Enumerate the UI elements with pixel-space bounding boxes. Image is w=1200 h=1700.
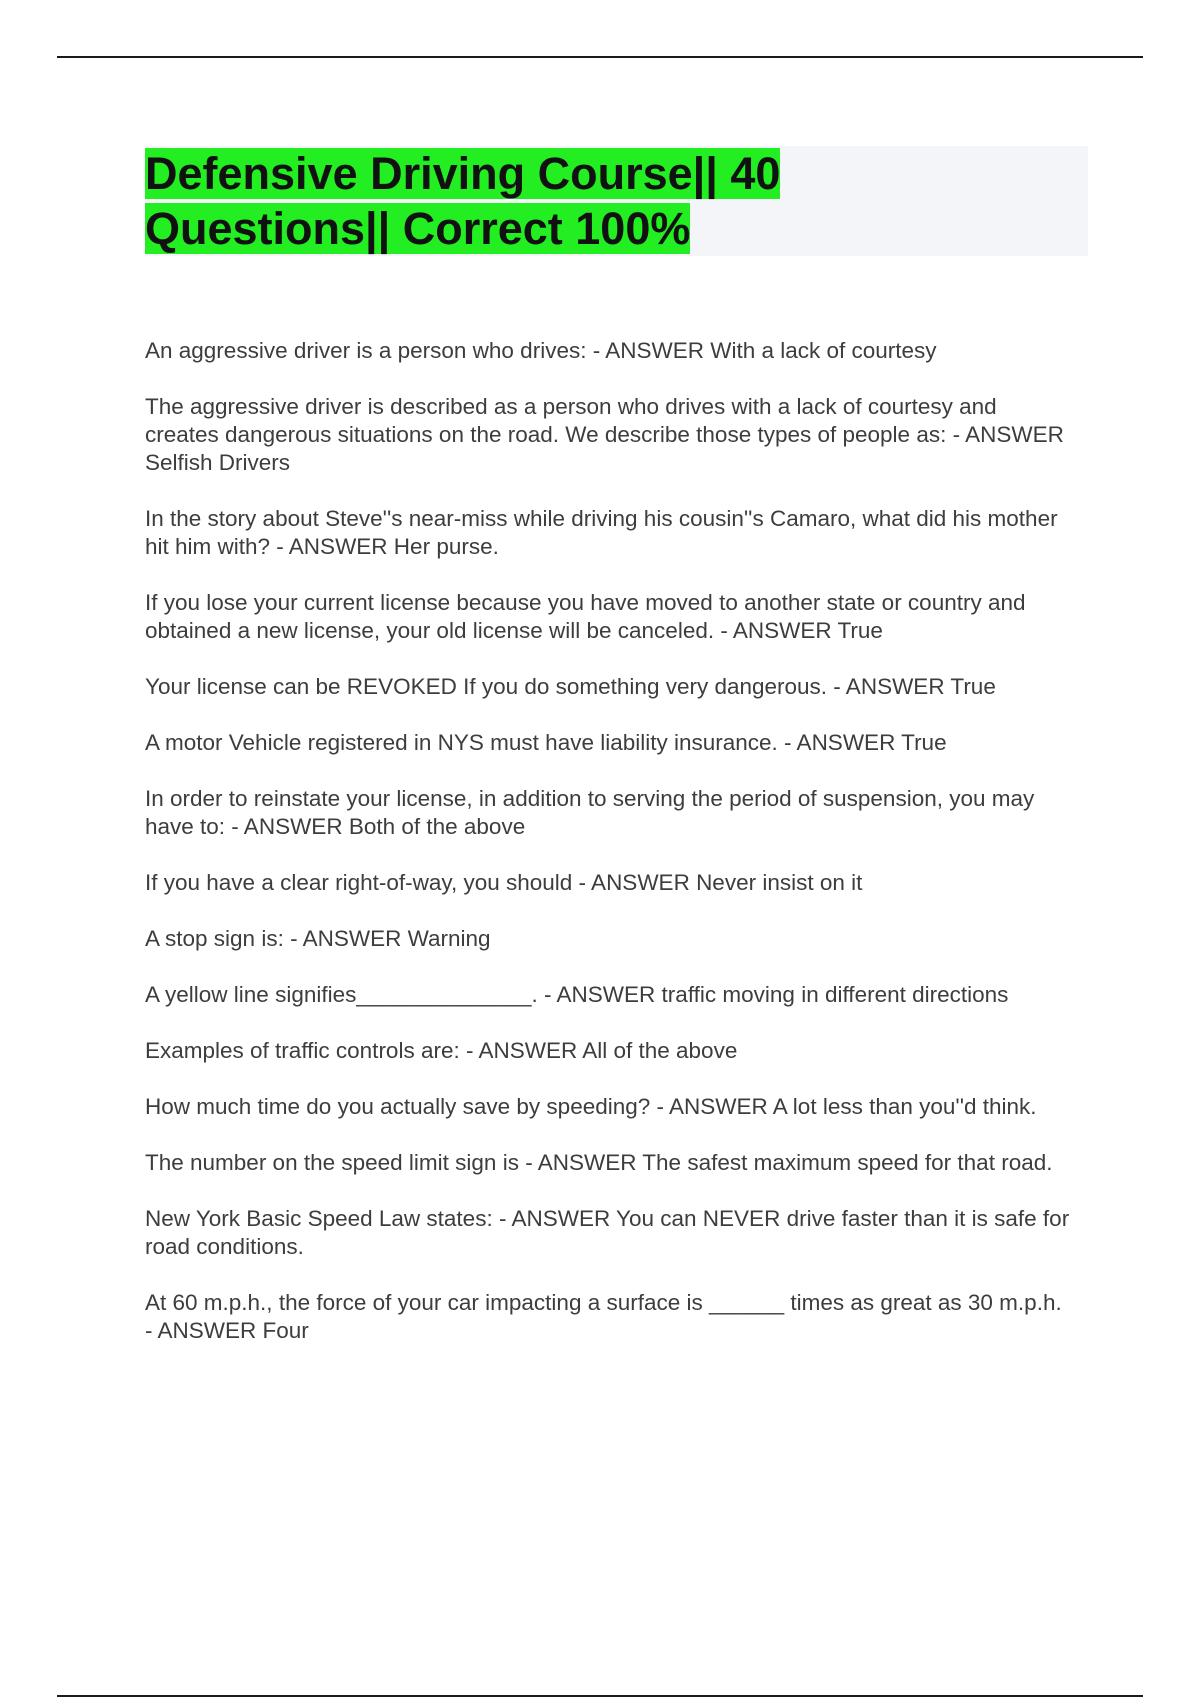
qa-item: How much time do you actually save by speeding? - ANSWER A lot less than you''d think.: [145, 1094, 1037, 1119]
title-line-1: Defensive Driving Course|| 40: [145, 148, 781, 199]
document-title: [145, 146, 845, 256]
qa-item: The aggressive driver is described as a person who drives with a lack of courtesy and creates dangerous situations on the road. We describe those types of people as: - ANSWER Selfish Drivers: [145, 394, 1064, 475]
title-line-2: Questions|| Correct 100%: [145, 203, 691, 254]
qa-item: If you have a clear right-of-way, you should - ANSWER Never insist on it: [145, 870, 863, 895]
qa-item: A stop sign is: - ANSWER Warning: [145, 926, 491, 951]
qa-item: In order to reinstate your license, in addition to serving the period of suspension, you may have to: - ANSWER Both of the above: [145, 786, 1035, 839]
qa-item: New York Basic Speed Law states: - ANSWER You can NEVER drive faster than it is safe for road conditions.: [145, 1206, 1070, 1259]
qa-item: At 60 m.p.h., the force of your car impacting a surface is ______ times as great as 30 m.p.h. - ANSWER Four: [145, 1290, 1062, 1343]
qa-list: [145, 337, 1075, 1373]
qa-item: If you lose your current license because you have moved to another state or country and obtained a new license, your old license will be canceled. - ANSWER True: [145, 590, 1026, 643]
qa-item: A yellow line signifies______________. - ANSWER traffic moving in different directions: [145, 982, 1009, 1007]
header-rule: [57, 56, 1143, 58]
qa-item: A motor Vehicle registered in NYS must have liability insurance. - ANSWER True: [145, 730, 947, 755]
qa-item: In the story about Steve''s near-miss while driving his cousin''s Camaro, what did his mother hit him with? - ANSWER Her purse.: [145, 506, 1058, 559]
qa-item: Your license can be REVOKED If you do something very dangerous. - ANSWER True: [145, 674, 996, 699]
footer-rule: [57, 1695, 1143, 1697]
qa-item: Examples of traffic controls are: - ANSWER All of the above: [145, 1038, 738, 1063]
qa-item: An aggressive driver is a person who drives: - ANSWER With a lack of courtesy: [145, 338, 937, 363]
qa-item: The number on the speed limit sign is - ANSWER The safest maximum speed for that road.: [145, 1150, 1053, 1175]
